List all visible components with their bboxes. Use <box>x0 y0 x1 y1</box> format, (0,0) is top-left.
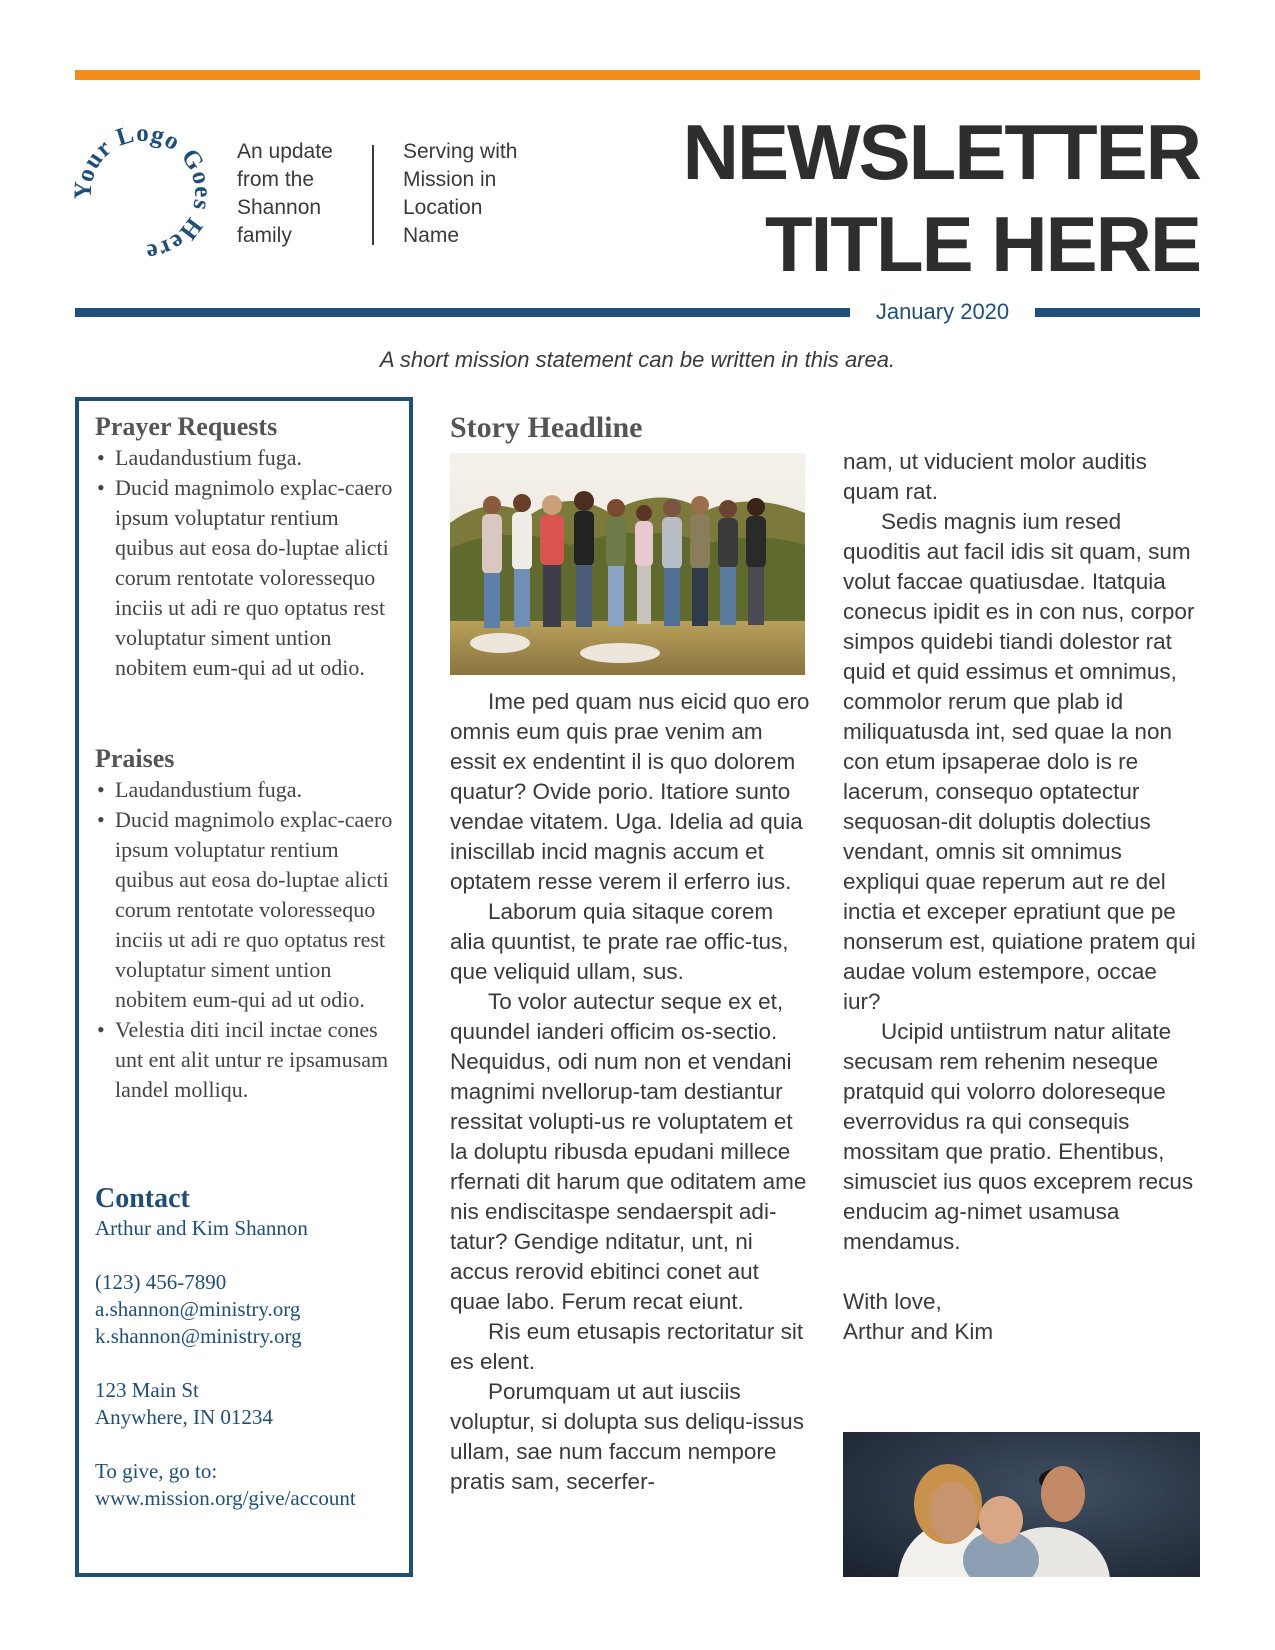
tagline-left-line: from the <box>237 168 315 191</box>
list-item: • Laudandustium fuga. <box>95 775 395 805</box>
story-column-1 <box>450 687 810 1497</box>
story-paragraph: Ris eum etusapis rectoritatur sit es elent. <box>450 1319 804 1374</box>
top-orange-rule <box>75 70 1200 80</box>
contact-heading: Contact <box>95 1183 190 1214</box>
tagline-right-line: Mission in <box>403 168 497 191</box>
logo <box>68 118 218 268</box>
signoff-line-1: With love, <box>843 1289 942 1314</box>
contact-email-1[interactable]: a.shannon@ministry.org <box>95 1297 301 1321</box>
tagline-divider <box>372 145 374 245</box>
title-line-2: TITLE HERE <box>764 200 1200 288</box>
story-paragraph: Laborum quia sitaque corem alia quuntist, te prate rae offic-tus, que veliquid ullam, sus. <box>450 899 789 984</box>
list-item: • Ducid magnimolo explac-caero ipsum voluptatur rentium quibus aut eosa do-luptae alicti corum rentotate voloressequo inciis ut adi re quo optatus rest voluptatur siment untion nobitem eum-qui ad ut odio. <box>95 805 395 1015</box>
story-column-2 <box>843 447 1200 1347</box>
story-paragraph: Sedis magnis ium resed quoditis aut facil idis sit quam, sum volut faccae quatiusdae. Itatquia conecus ipidit es in con nus, corpor simpos quidebi tiandi dolestor rat quid et quid essimus et omnimus, commolor rerum que plab id miliquatusda int, sed quae la non con etum ipsaperae dolo is re lacerum, consequo optatectur sequosan-dit doluptis dolectius vendant, omnis sit omnimus expliqui quae reperum aut re del inctia et exceper epratiunt que pe nonserum est, quiatione pratem qui audae volum estempore, occae iur? <box>843 509 1196 1014</box>
logo-text: Your Logo Goes Here <box>69 119 217 267</box>
contact-email-2[interactable]: k.shannon@ministry.org <box>95 1324 302 1348</box>
date-rule-left <box>75 308 850 317</box>
tagline-left-line: An update <box>237 140 333 163</box>
tagline-right-line: Name <box>403 224 460 247</box>
contact-phone[interactable]: (123) 456-7890 <box>95 1270 227 1294</box>
list-item: • Ducid magnimolo explac-caero ipsum voluptatur rentium quibus aut eosa do-luptae alicti corum rentotate voloressequo inciis ut adi re quo optatus rest voluptatur siment untion nobitem eum-qui ad ut odio. <box>95 473 395 683</box>
tagline-right-line: Serving with <box>403 140 518 163</box>
story-paragraph: Ucipid untiistrum natur alitate secusam rem rehenim neseque pratquid qui volorro doloreseque everrovidus ra qui consequis mossitam que pratio. Ehentibus, simusciet ius quos exceprem recus enducim ag-nimet usamusa mendamus. <box>843 1019 1194 1254</box>
tagline-right-line: Location <box>403 196 483 219</box>
story-paragraph: nam, ut viducient molor auditis quam rat. <box>843 449 1147 504</box>
praises-heading: Praises <box>95 744 175 773</box>
address-line-1: 123 Main St <box>95 1378 199 1402</box>
give-label: To give, go to: <box>95 1459 218 1483</box>
signoff-line-2: Arthur and Kim <box>843 1319 994 1344</box>
title-line-1: NEWSLETTER <box>682 108 1200 196</box>
issue-date: January 2020 <box>875 299 1010 324</box>
story-paragraph: Ime ped quam nus eicid quo ero omnis eum quis prae venim am essit ex endentint il is quo dolorem quatur? Ovide porio. Itatiore sunto vendae vitatem. Uga. Idelia ad quia iniscillab incid magnis accum et optatem resse verem il erferro ius. <box>450 689 810 894</box>
contact-names: Arthur and Kim Shannon <box>95 1216 308 1240</box>
prayer-requests-heading: Prayer Requests <box>95 412 278 441</box>
prayer-requests-list <box>95 443 395 683</box>
svg-text:Your Logo Goes Here <box>70 120 216 266</box>
group-photo <box>450 453 805 675</box>
sidebar-box <box>75 397 413 1577</box>
story-paragraph: Porumquam ut aut iusciis voluptur, si dolupta sus deliqu-issus ullam, sae num faccum nempore pratis sam, secerfer- <box>450 1379 804 1494</box>
list-item: • Velestia diti incil inctae cones unt ent alit untur re ipsamusam landel molliqu. <box>95 1015 395 1105</box>
family-photo <box>843 1432 1200 1577</box>
newsletter-title <box>600 106 1200 290</box>
tagline-left-line: Shannon <box>237 196 322 219</box>
tagline-left-line: family <box>237 224 292 247</box>
mission-statement: A short mission statement can be written in this area. <box>379 347 896 372</box>
date-rule-right <box>1035 308 1200 317</box>
praises-list <box>95 775 395 1105</box>
story-paragraph: To volor autectur seque ex et, quundel ianderi officim os-sectio. Nequidus, odi num non et vendani magnimi nvellorup-tam destiantur ressitat volupti-us re voluptatem et la doluptu ribusda epudani millece rfernati dit harum que oditatem ame nis endiscitaspe sendaerspit adi-tatur? Gendige nditatur, unt, ni accus rerovid ebitinci conet aut quae labo. Ferum recat eiunt. <box>450 989 807 1314</box>
list-item: • Laudandustium fuga. <box>95 443 395 473</box>
give-link[interactable]: www.mission.org/give/account <box>95 1486 356 1510</box>
tagline-right <box>403 138 553 250</box>
tagline-left <box>237 138 367 250</box>
address-line-2: Anywhere, IN 01234 <box>95 1405 273 1429</box>
story-headline: Story Headline <box>450 411 643 444</box>
